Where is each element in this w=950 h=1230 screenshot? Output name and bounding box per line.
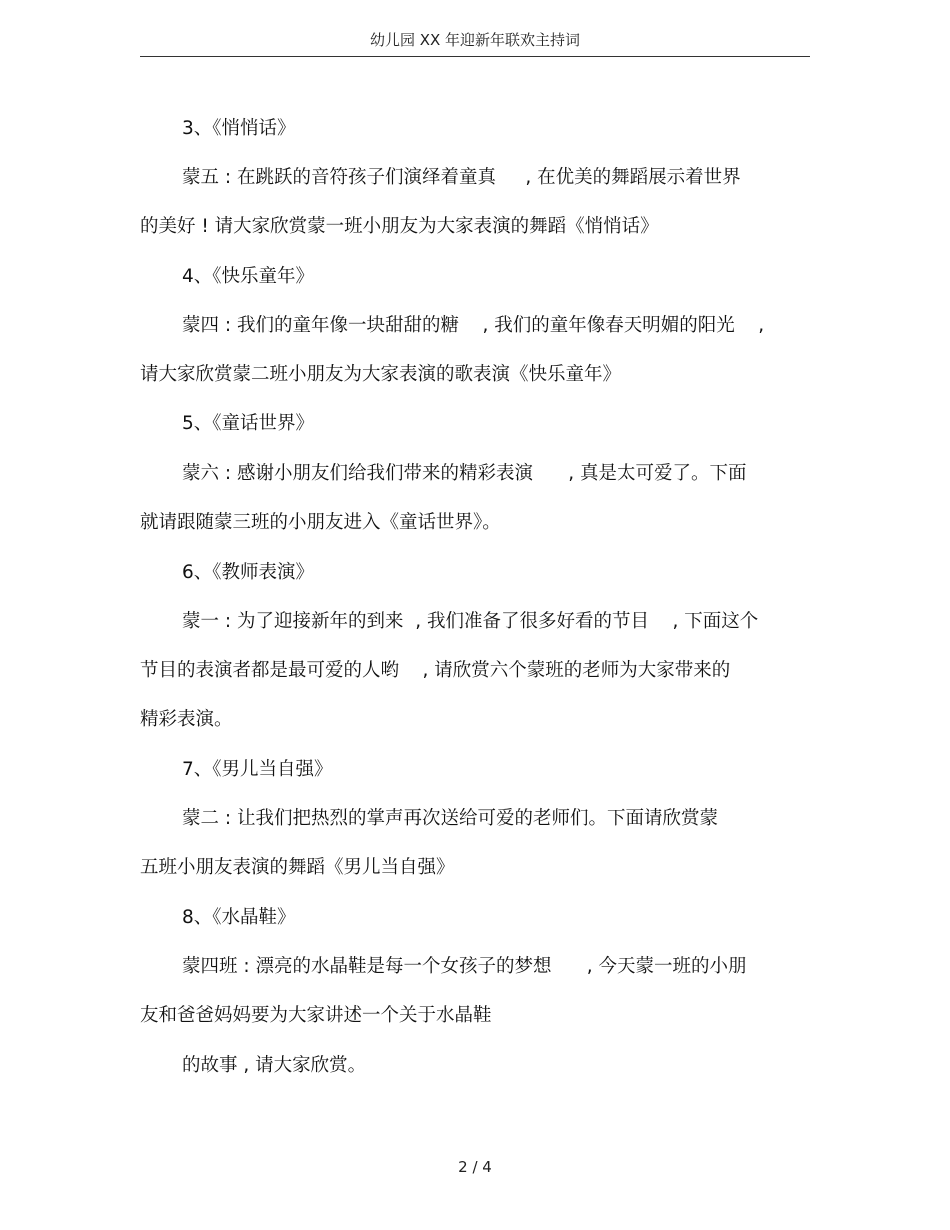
section-heading: 5、《童话世界》 xyxy=(182,413,315,434)
paragraph-line: 节目的表演者都是最可爱的人哟 , 请欣赏六个蒙班的老师为大家带来的 xyxy=(140,660,731,681)
paragraph-line: 蒙五 : 在跳跃的音符孩子们演绎着童真 , 在优美的舞蹈展示着世界 xyxy=(182,167,741,188)
section-heading: 4、《快乐童年》 xyxy=(182,266,315,287)
page-number: 2 / 4 xyxy=(458,1158,492,1176)
paragraph-line: 蒙四班 : 漂亮的水晶鞋是每一个女孩子的梦想 , 今天蒙一班的小朋 xyxy=(182,956,747,977)
paragraph-line: 就请跟随蒙三班的小朋友进入《童话世界》。 xyxy=(140,512,501,533)
paragraph-line: 的故事 , 请大家欣赏。 xyxy=(182,1055,367,1076)
header-divider xyxy=(140,56,810,57)
section-heading: 7、《男儿当自强》 xyxy=(182,759,333,780)
page-header-title: 幼儿园 XX 年迎新年联欢主持词 xyxy=(369,31,581,49)
paragraph-line: 五班小朋友表演的舞蹈《男儿当自强》 xyxy=(140,857,455,878)
section-heading: 8、《水晶鞋》 xyxy=(182,907,296,928)
paragraph-line: 蒙四 : 我们的童年像一块甜甜的糖 , 我们的童年像春天明媚的阳光 , xyxy=(182,315,765,336)
paragraph-line: 蒙二 : 让我们把热烈的掌声再次送给可爱的老师们。下面请欣赏蒙 xyxy=(182,808,718,829)
paragraph-line: 精彩表演。 xyxy=(140,709,233,730)
paragraph-line: 友和爸爸妈妈要为大家讲述一个关于水晶鞋 xyxy=(140,1005,492,1026)
paragraph-line: 的美好 ! 请大家欣赏蒙一班小朋友为大家表演的舞蹈《悄悄话》 xyxy=(140,216,659,237)
section-heading: 6、《教师表演》 xyxy=(182,562,315,583)
paragraph-line: 请大家欣赏蒙二班小朋友为大家表演的歌表演《快乐童年》 xyxy=(140,364,622,385)
paragraph-line: 蒙一 : 为了迎接新年的到来 , 我们准备了很多好看的节目 , 下面这个 xyxy=(182,611,759,632)
paragraph-line: 蒙六 : 感谢小朋友们给我们带来的精彩表演 , 真是太可爱了。下面 xyxy=(182,463,747,484)
section-heading: 3、《悄悄话》 xyxy=(182,118,296,139)
